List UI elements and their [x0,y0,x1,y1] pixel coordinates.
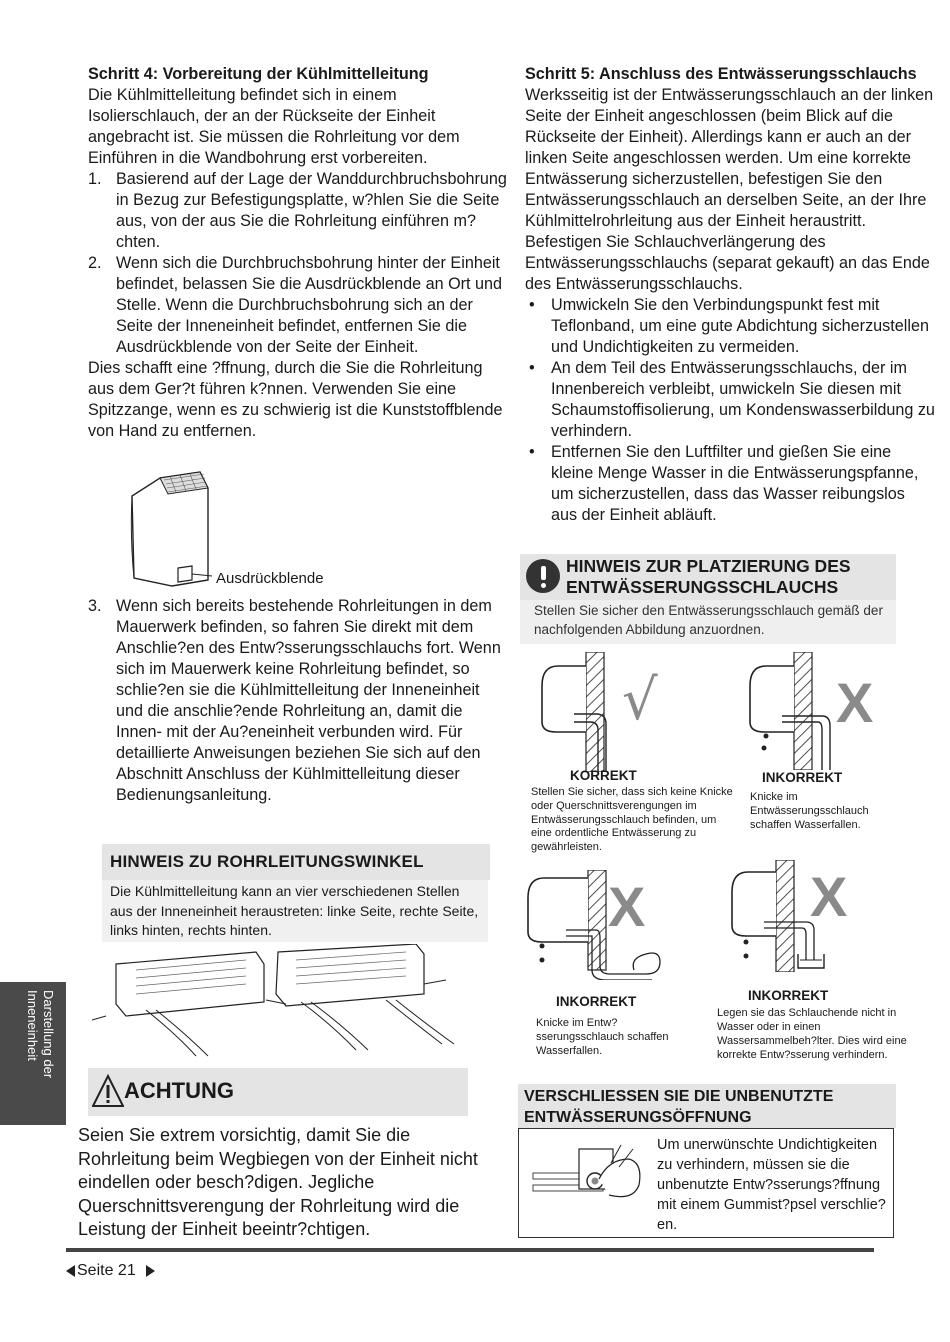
page-number: Seite 21 [77,1262,136,1279]
step5-text: Werksseitig ist der Entwässerungsschlauch an der linken Seite der Einheit angeschlossen (beim Blick auf die Rückseite der Einheit). Allerdings kann er auch an der linken Seite angeschlossen werden. Um eine korrekte Entwässerung sicherzustellen, befestigen Sie den Entwässerungsschlauch an derselben Seite, an der Ihre Kühlmittelrohrleitung aus der Einheit heraustritt. Befestigen Sie Schlauchverlängerung des Entwässerungsschlauchs (separat gekauft) an das Ende des Entwässerungsschlauchs. [525,86,934,293]
section-side-tab [0,982,66,1125]
rubber-plug-illustration [529,1139,651,1227]
x-mark-icon: X [836,671,874,734]
fig4-text: Legen sie das Schlauchende nicht in Wasser oder in einen Wassersammelbeh?lter. Dies wird eine korrekte Entw?sserung verhindern. [717,1007,907,1061]
bullet-text: An dem Teil des Entwässerungsschlauchs, der im Innenbereich verbleibt, umwickeln Sie diesen mit Schaumstoffisolierung, um Kondenswasserbildung zu verhindern. [551,359,935,440]
pipe-angle-header [102,844,490,880]
pipe-angle-body [102,880,488,942]
footer-rule [66,1248,874,1252]
bullet-item [525,295,935,358]
fig1-text: Stellen Sie sicher, dass sich keine Knicke oder Querschnittsverengungen im Entwässerungsschlauch befinden, um eine ordentliche Entwässerung zu gewährleisten. [531,786,733,854]
list-text: Basierend auf der Lage der Wanddurchbruchsbohrung in Bezug zur Befestigungsplatte, w?hlen Sie die Seite aus, von der aus Sie die Rohrleitung einführen m?chten. [116,170,507,251]
caution-text: Seien Sie extrem vorsichtig, damit Sie die Rohrleitung beim Wegbiegen von der Einheit nicht eindellen oder besch?digen. Jegliche Querschnittsverengung der Rohrleitung wird die Leistung der Einheit beeintr?chtigen. [78,1125,478,1239]
pipe-angle-title: HINWEIS ZU ROHRLEITUNGSWINKEL [110,852,424,871]
check-mark-icon: √ [622,668,658,733]
list-number: 3. [88,597,102,615]
seal-header [518,1084,896,1128]
drain-figure-incorrect-2 [526,870,676,980]
seal-box [518,1128,894,1238]
seal-text: Um unerwünschte Undichtigkeiten zu verhindern, müssen sie die unbenutzte Entw?sserungs?ffnung mit einem Gummist?psel verschlie?en. [657,1137,886,1233]
drain-hint-body [520,600,896,644]
fig2-text: Knicke im Entwässerungsschlauch schaffen Wasserfallen. [750,791,869,831]
bullet-text: Entfernen Sie den Luftfilter und gießen Sie eine kleine Menge Wasser in die Entwässerungspfanne, um sicherzustellen, dass das Wasser reibungslos aus der Einheit abläuft. [551,443,919,524]
left-column [88,64,508,442]
bullet-mark: • [529,359,535,377]
fig4-label: INKORREKT [748,988,829,1003]
pipe-angle-illustration [86,944,476,1062]
section-label: Darstellung der Inneneinheit [25,990,56,1079]
exclamation-icon [526,559,560,593]
left-column-lower [88,596,506,806]
right-column [525,64,935,526]
drain-figure-correct [540,652,690,772]
knockout-label: Ausdrückblende [216,570,324,587]
page-footer [66,1262,155,1280]
prev-page-arrow-icon[interactable] [66,1265,75,1277]
step4-intro: Die Kühlmittelleitung befindet sich in einem Isolierschlauch, der an der Rückseite der Einheit angebracht ist. Sie müssen die Rohrleitung vor dem Einführen in die Wandbohrung erst vorbereiten. [88,86,460,167]
list-text: Wenn sich bereits bestehende Rohrleitungen in dem Mauerwerk befinden, so fahren Sie direkt mit dem Anschlie?en des Entw?sserungsschlauchs fort. Wenn sich im Mauerwerk keine Rohrleitung befindet, so schlie?en sie die Kühlmittelleitung der Inneneinheit und die anschlie?ende Rohrleitung an, damit die Innen- mit der Au?eneinheit verbunden wird. Für detaillierte Anweisungen beziehen Sie sich auf den Abschnitt Anschluss der Kühlmittelleitung dieser Bedienungsanleitung. [116,597,501,804]
x-mark-icon: X [810,865,848,928]
list-item [88,253,508,358]
caution-title: ACHTUNG [124,1078,234,1103]
x-mark-icon: X [608,875,646,938]
list-item [88,169,508,253]
drain-hint-header [520,554,896,600]
fig1-label: KORREKT [570,768,637,783]
drain-hint-text: Stellen Sie sicher den Entwässerungsschlauch gemäß der nachfolgenden Abbildung anzuordnen. [534,603,883,637]
list-number: 2. [88,254,102,272]
step4-title: Schritt 4: Vorbereitung der Kühlmittelleitung [88,65,429,83]
list-text: Wenn sich die Durchbruchsbohrung hinter der Einheit befindet, belassen Sie die Ausdrückblende an Ort und Stelle. Wenn die Durchbruchsbohrung sich an der Seite der Inneneinheit befindet, entfernen Sie die Ausdrückblende von der Seite der Einheit. [116,254,503,356]
bullet-item [525,442,935,526]
warning-triangle-icon [92,1074,124,1108]
bullet-mark: • [529,443,535,461]
fig3-text: Knicke im Entw?sserungsschlauch schaffen Wasserfallen. [536,1017,669,1057]
step5-title: Schritt 5: Anschluss des Entwässerungsschlauchs [525,65,917,83]
knockout-paragraph: Dies schafft eine ?ffnung, durch die Sie die Rohrleitung aus dem Ger?t führen k?nnen. Verwenden Sie eine Spitzzange, wenn es zu schwierig ist die Kunststoffblende von Hand zu entfernen. [88,359,503,440]
caution-header [88,1068,468,1116]
drain-figure-incorrect-1 [748,652,848,770]
list-number: 1. [88,170,102,188]
fig2-label: INKORREKT [762,770,843,785]
drain-hint-title: HINWEIS ZUR PLATZIERUNG DES ENTWÄSSERUNGSSCHLAUCHS [566,556,851,597]
list-item [88,596,506,806]
bullet-mark: • [529,296,535,314]
seal-title: VERSCHLIESSEN SIE DIE UNBENUTZTE ENTWÄSSERUNGSÖFFNUNG [524,1088,834,1126]
bullet-item [525,358,935,442]
fig3-label: INKORREKT [556,994,637,1009]
next-page-arrow-icon[interactable] [146,1265,155,1277]
pipe-angle-text: Die Kühlmittelleitung kann an vier verschiedenen Stellen aus der Inneneinheit heraustreten: linke Seite, rechte Seite, links hinten, rechts hinten. [110,883,479,938]
bullet-text: Umwickeln Sie den Verbindungspunkt fest mit Teflonband, um eine gute Abdichtung sicherzustellen und Undichtigkeiten zu vermeiden. [551,296,929,356]
